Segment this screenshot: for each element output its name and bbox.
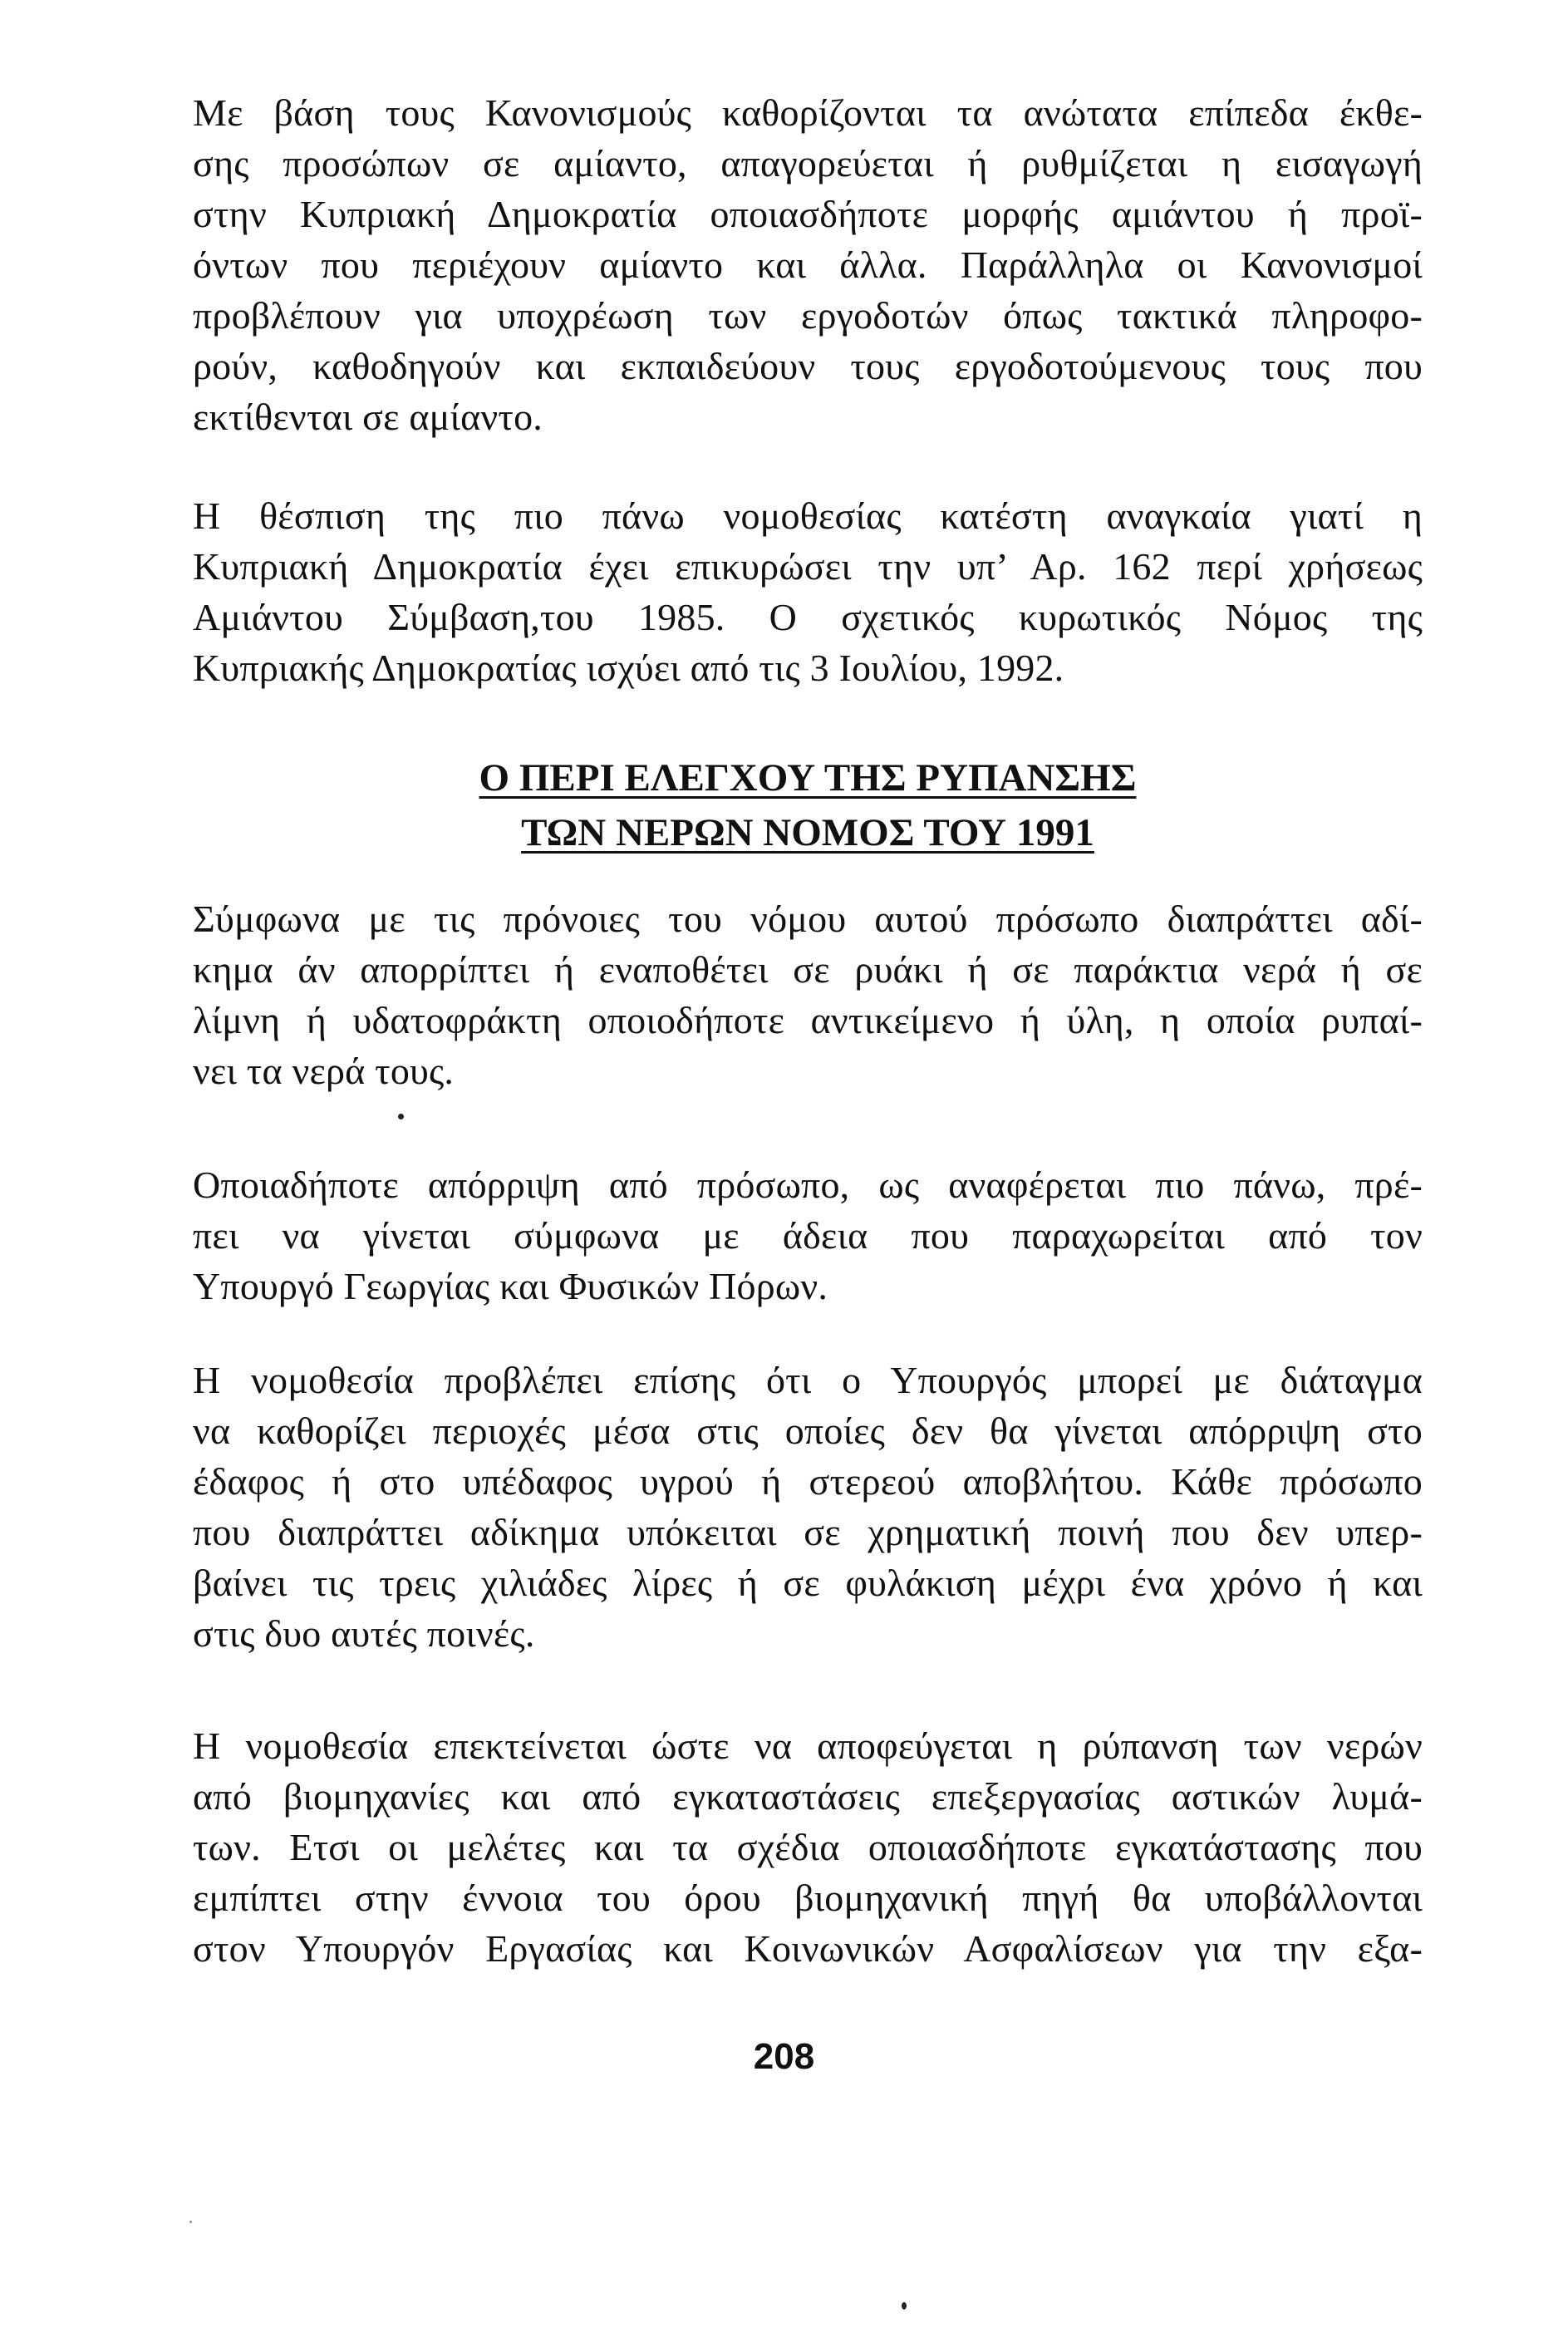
text-line: όντων που περιέχουν αμίαντο και άλλα. Παράλληλα οι Κανονισμοί	[193, 244, 1423, 286]
heading-line: ΤΩΝ ΝΕΡΩΝ ΝΟΜΟΣ ΤΟΥ 1991	[521, 811, 1094, 854]
text-line: ρούν, καθοδηγούν και εκπαιδεύουν τους εργοδοτούμενους τους που	[193, 345, 1423, 387]
paragraph-asbestos-regulations	[193, 87, 1423, 442]
text-line: Οποιαδήποτε απόρριψη από πρόσωπο, ως αναφέρεται πιο πάνω, πρέ-	[193, 1164, 1423, 1206]
text-line: πει να γίνεται σύμφωνα με άδεια που παραχωρείται από τον	[193, 1214, 1423, 1257]
text-line: λίμνη ή υδατοφράκτη οποιοδήποτε αντικείμενο ή ύλη, η οποία ρυπαί-	[193, 999, 1423, 1041]
text-line: έδαφος ή στο υπέδαφος υγρού ή στερεού αποβλήτου. Κάθε πρόσωπο	[193, 1460, 1423, 1503]
text-line: Υπουργό Γεωργίας και Φυσικών Πόρων.	[193, 1265, 828, 1307]
section-heading	[193, 750, 1423, 860]
text-line: εκτίθενται σε αμίαντο.	[193, 396, 543, 438]
text-line: από βιομηχανίες και από εγκαταστάσεις επεξεργασίας αστικών λυμά-	[193, 1775, 1423, 1818]
text-line: Κυπριακής Δημοκρατίας ισχύει από τις 3 Ιουλίου, 1992.	[193, 647, 1064, 689]
text-line: στον Υπουργόν Εργασίας και Κοινωνικών Ασφαλίσεων για την εξα-	[193, 1927, 1423, 1970]
text-line: στις δυο αυτές ποινές.	[193, 1612, 535, 1655]
text-line: Η θέσπιση της πιο πάνω νομοθεσίας κατέστη αναγκαία γιατί η	[193, 494, 1423, 537]
paragraph-legislation-ratification	[193, 490, 1423, 693]
text-line: βαίνει τις τρεις χιλιάδες λίρες ή σε φυλάκιση μέχρι ένα χρόνο ή και	[193, 1562, 1423, 1604]
text-line: Κυπριακή Δημοκρατία έχει επικυρώσει την υπ’ Αρ. 162 περί χρήσεως	[193, 545, 1423, 588]
text-line: να καθορίζει περιοχές μέσα στις οποίες δεν θα γίνεται απόρριψη στο	[193, 1410, 1423, 1452]
text-line: εμπίπτει στην έννοια του όρου βιομηχανική πηγή θα υποβάλλονται	[193, 1877, 1423, 1919]
text-line: των. Ετσι οι μελέτες και τα σχέδια οποιασδήποτε εγκατάστασης που	[193, 1826, 1423, 1868]
text-line: Η νομοθεσία επεκτείνεται ώστε να αποφεύγεται η ρύπανση των νερών	[193, 1725, 1423, 1767]
text-line: στην Κυπριακή Δημοκρατία οποιασδήποτε μορφής αμιάντου ή προϊ-	[193, 193, 1423, 235]
paragraph-minister-decree	[193, 1355, 1423, 1659]
paragraph-disposal-permit	[193, 1159, 1423, 1311]
text-line: Αμιάντου Σύμβαση,του 1985. Ο σχετικός κυρωτικός Νόμος της	[193, 596, 1423, 638]
text-line: κημα άν απορρίπτει ή εναποθέτει σε ρυάκι ή σε παράκτια νερά ή σε	[193, 948, 1423, 991]
scan-speck	[902, 2302, 907, 2310]
text-line: Με βάση τους Κανονισμούς καθορίζονται τα ανώτατα επίπεδα έκθε-	[193, 91, 1423, 134]
paragraph-industrial-pollution	[193, 1720, 1423, 1974]
text-line: σης προσώπων σε αμίαντο, απαγορεύεται ή ρυθμίζεται η εισαγωγή	[193, 142, 1423, 185]
text-line: προβλέπουν για υποχρέωση των εργοδοτών όπως τακτικά πληροφο-	[193, 294, 1423, 337]
scan-speck	[189, 2221, 192, 2223]
text-line: Σύμφωνα με τις πρόνοιες του νόμου αυτού πρόσωπο διαπράττει αδί-	[193, 898, 1423, 940]
heading-line: Ο ΠΕΡΙ ΕΛΕΓΧΟΥ ΤΗΣ ΡΥΠΑΝΣΗΣ	[479, 756, 1137, 800]
text-line: Η νομοθεσία προβλέπει επίσης ότι ο Υπουργός μπορεί με διάταγμα	[193, 1359, 1423, 1401]
text-line: που διαπράττει αδίκημα υπόκειται σε χρηματική ποινή που δεν υπερ-	[193, 1511, 1423, 1553]
scan-speck	[398, 1114, 404, 1119]
paragraph-water-pollution-offence	[193, 893, 1423, 1096]
page-number: 208	[753, 2036, 815, 2077]
text-line: νει τα νερά τους.	[193, 1050, 455, 1092]
